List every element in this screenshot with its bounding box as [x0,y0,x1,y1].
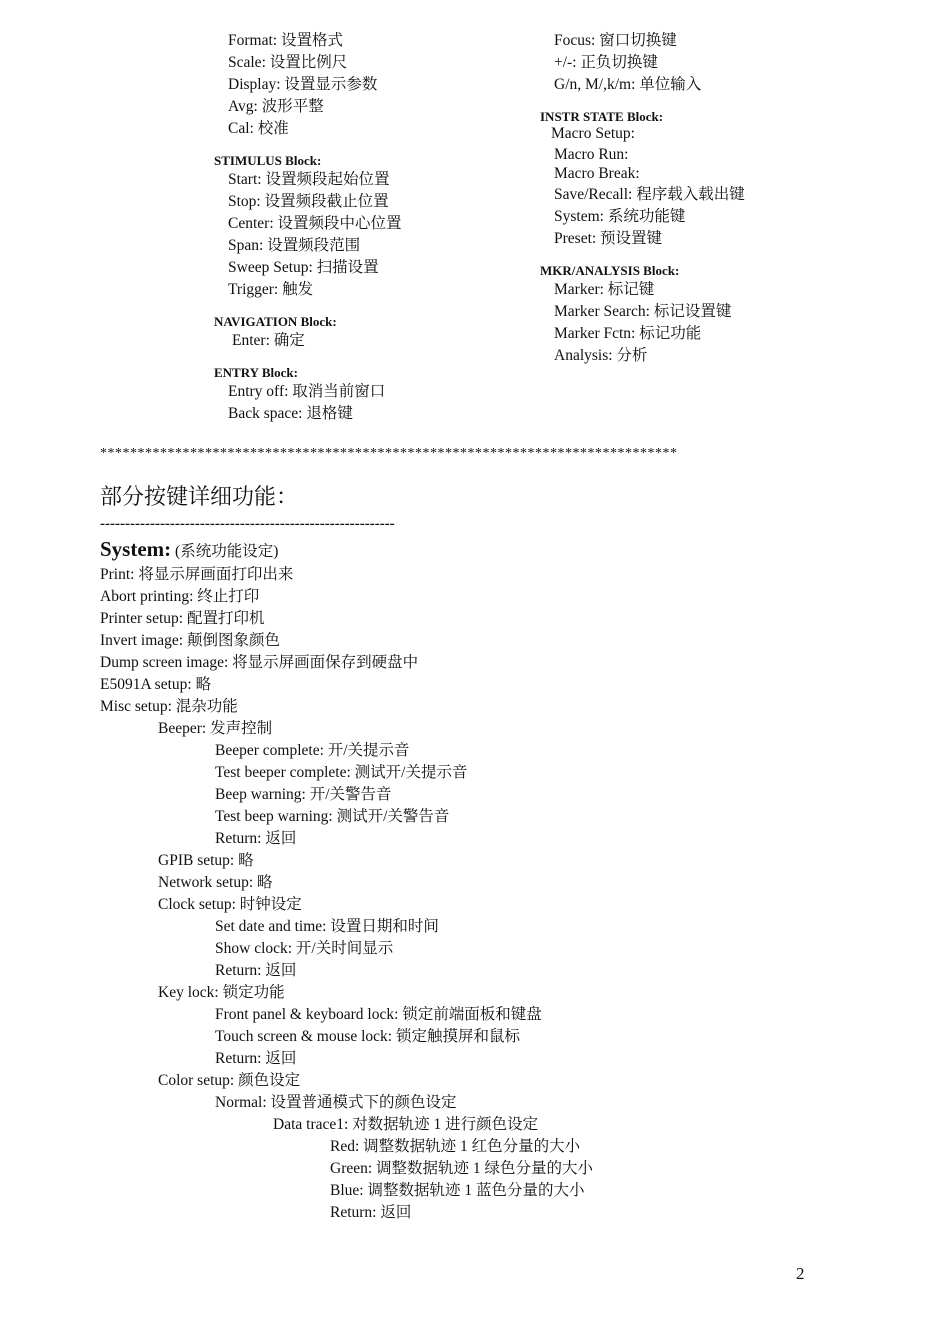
star-separator: ***************************************************************************** [100,446,678,461]
list-item: Dump screen image: 将显示屏画面保存到硬盘中 [100,654,419,671]
left-pre-list [214,30,534,140]
list-item: Color setup: 颜色设定 [158,1072,301,1089]
list-item: Abort printing: 终止打印 [100,588,260,605]
list-item: Display: 设置显示参数 [228,76,378,93]
list-item: Misc setup: 混杂功能 [100,698,238,715]
system-subtitle: (系统功能设定) [175,543,279,560]
list-item: Avg: 波形平整 [228,98,324,115]
list-item: Beep warning: 开/关警告音 [215,786,392,803]
system-heading [100,534,900,564]
list-item: Front panel & keyboard lock: 锁定前端面板和键盘 [215,1006,542,1023]
list-item: Return: 返回 [330,1204,412,1221]
right-key-column [540,30,900,367]
list-item: Show clock: 开/关时间显示 [215,940,394,957]
list-item: Center: 设置频段中心位置 [228,215,402,232]
list-item: Start: 设置频段起始位置 [228,171,390,188]
list-item: Focus: 窗口切换键 [554,32,677,49]
list-item: Set date and time: 设置日期和时间 [215,918,439,935]
mkr-analysis-list [540,279,900,367]
list-item: Beeper complete: 开/关提示音 [215,742,410,759]
list-item: G/n, M/,k/m: 单位输入 [554,76,702,93]
list-item: Stop: 设置频段截止位置 [228,193,389,210]
left-key-column [214,30,534,425]
list-item: Data trace1: 对数据轨迹 1 进行颜色设定 [273,1116,539,1133]
list-item: Blue: 调整数据轨迹 1 蓝色分量的大小 [330,1182,585,1199]
list-item: Marker: 标记键 [554,281,655,298]
list-item: Macro Setup: [551,125,635,142]
list-item: Save/Recall: 程序载入载出键 [554,186,745,203]
navigation-block-header: NAVIGATION Block: [214,314,337,329]
list-item: Print: 将显示屏画面打印出来 [100,566,294,583]
system-function-list [100,564,900,1224]
list-item: Return: 返回 [215,830,297,847]
list-item: Format: 设置格式 [228,32,343,49]
list-item: Return: 返回 [215,962,297,979]
list-item: Marker Fctn: 标记功能 [554,325,702,342]
list-item: Marker Search: 标记设置键 [554,303,732,320]
list-item: Scale: 设置比例尺 [228,54,348,71]
mkr-analysis-block-header: MKR/ANALYSIS Block: [540,263,680,278]
list-item: Normal: 设置普通模式下的颜色设定 [215,1094,457,1111]
list-item: Cal: 校准 [228,120,289,137]
list-item: Back space: 退格键 [228,405,353,422]
list-item: Entry off: 取消当前窗口 [228,383,386,400]
list-item: Red: 调整数据轨迹 1 红色分量的大小 [330,1138,581,1155]
list-item: Macro Break: [554,165,640,182]
list-item: E5091A setup: 略 [100,676,212,693]
page-number: 2 [796,1264,805,1283]
list-item: Clock setup: 时钟设定 [158,896,302,913]
right-pre-list [540,30,900,96]
list-item: Analysis: 分析 [554,347,648,364]
list-item: Preset: 预设置键 [554,230,663,247]
section-title: 部分按键详细功能： [100,484,299,509]
entry-block-header: ENTRY Block: [214,365,298,380]
instr-state-list [540,125,900,250]
list-item: Trigger: 触发 [228,281,314,298]
list-item: +/-: 正负切换键 [554,54,658,71]
instr-state-block-header: INSTR STATE Block: [540,109,664,124]
navigation-list [214,330,534,352]
list-item: Green: 调整数据轨迹 1 绿色分量的大小 [330,1160,594,1177]
list-item: Macro Run: [554,146,629,163]
stimulus-block-header: STIMULUS Block: [214,153,322,168]
list-item: Beeper: 发声控制 [158,720,273,737]
list-item: Invert image: 颠倒图象颜色 [100,632,280,649]
stimulus-list [214,169,534,301]
list-item: Touch screen & mouse lock: 锁定触摸屏和鼠标 [215,1028,520,1045]
list-item: System: 系统功能键 [554,208,686,225]
list-item: Key lock: 锁定功能 [158,984,285,1001]
list-item: GPIB setup: 略 [158,852,254,869]
system-title: System: [100,537,172,561]
list-item: Enter: 确定 [232,332,305,349]
list-item: Test beep warning: 测试开/关警告音 [215,808,450,825]
list-item: Printer setup: 配置打印机 [100,610,265,627]
entry-list [214,381,534,425]
list-item: Span: 设置频段范围 [228,237,361,254]
list-item: Return: 返回 [215,1050,297,1067]
list-item: Network setup: 略 [158,874,273,891]
list-item: Sweep Setup: 扫描设置 [228,259,379,276]
dash-separator: ----------------------------------------------------------- [100,516,395,532]
list-item: Test beeper complete: 测试开/关提示音 [215,764,468,781]
system-section [100,534,900,1224]
